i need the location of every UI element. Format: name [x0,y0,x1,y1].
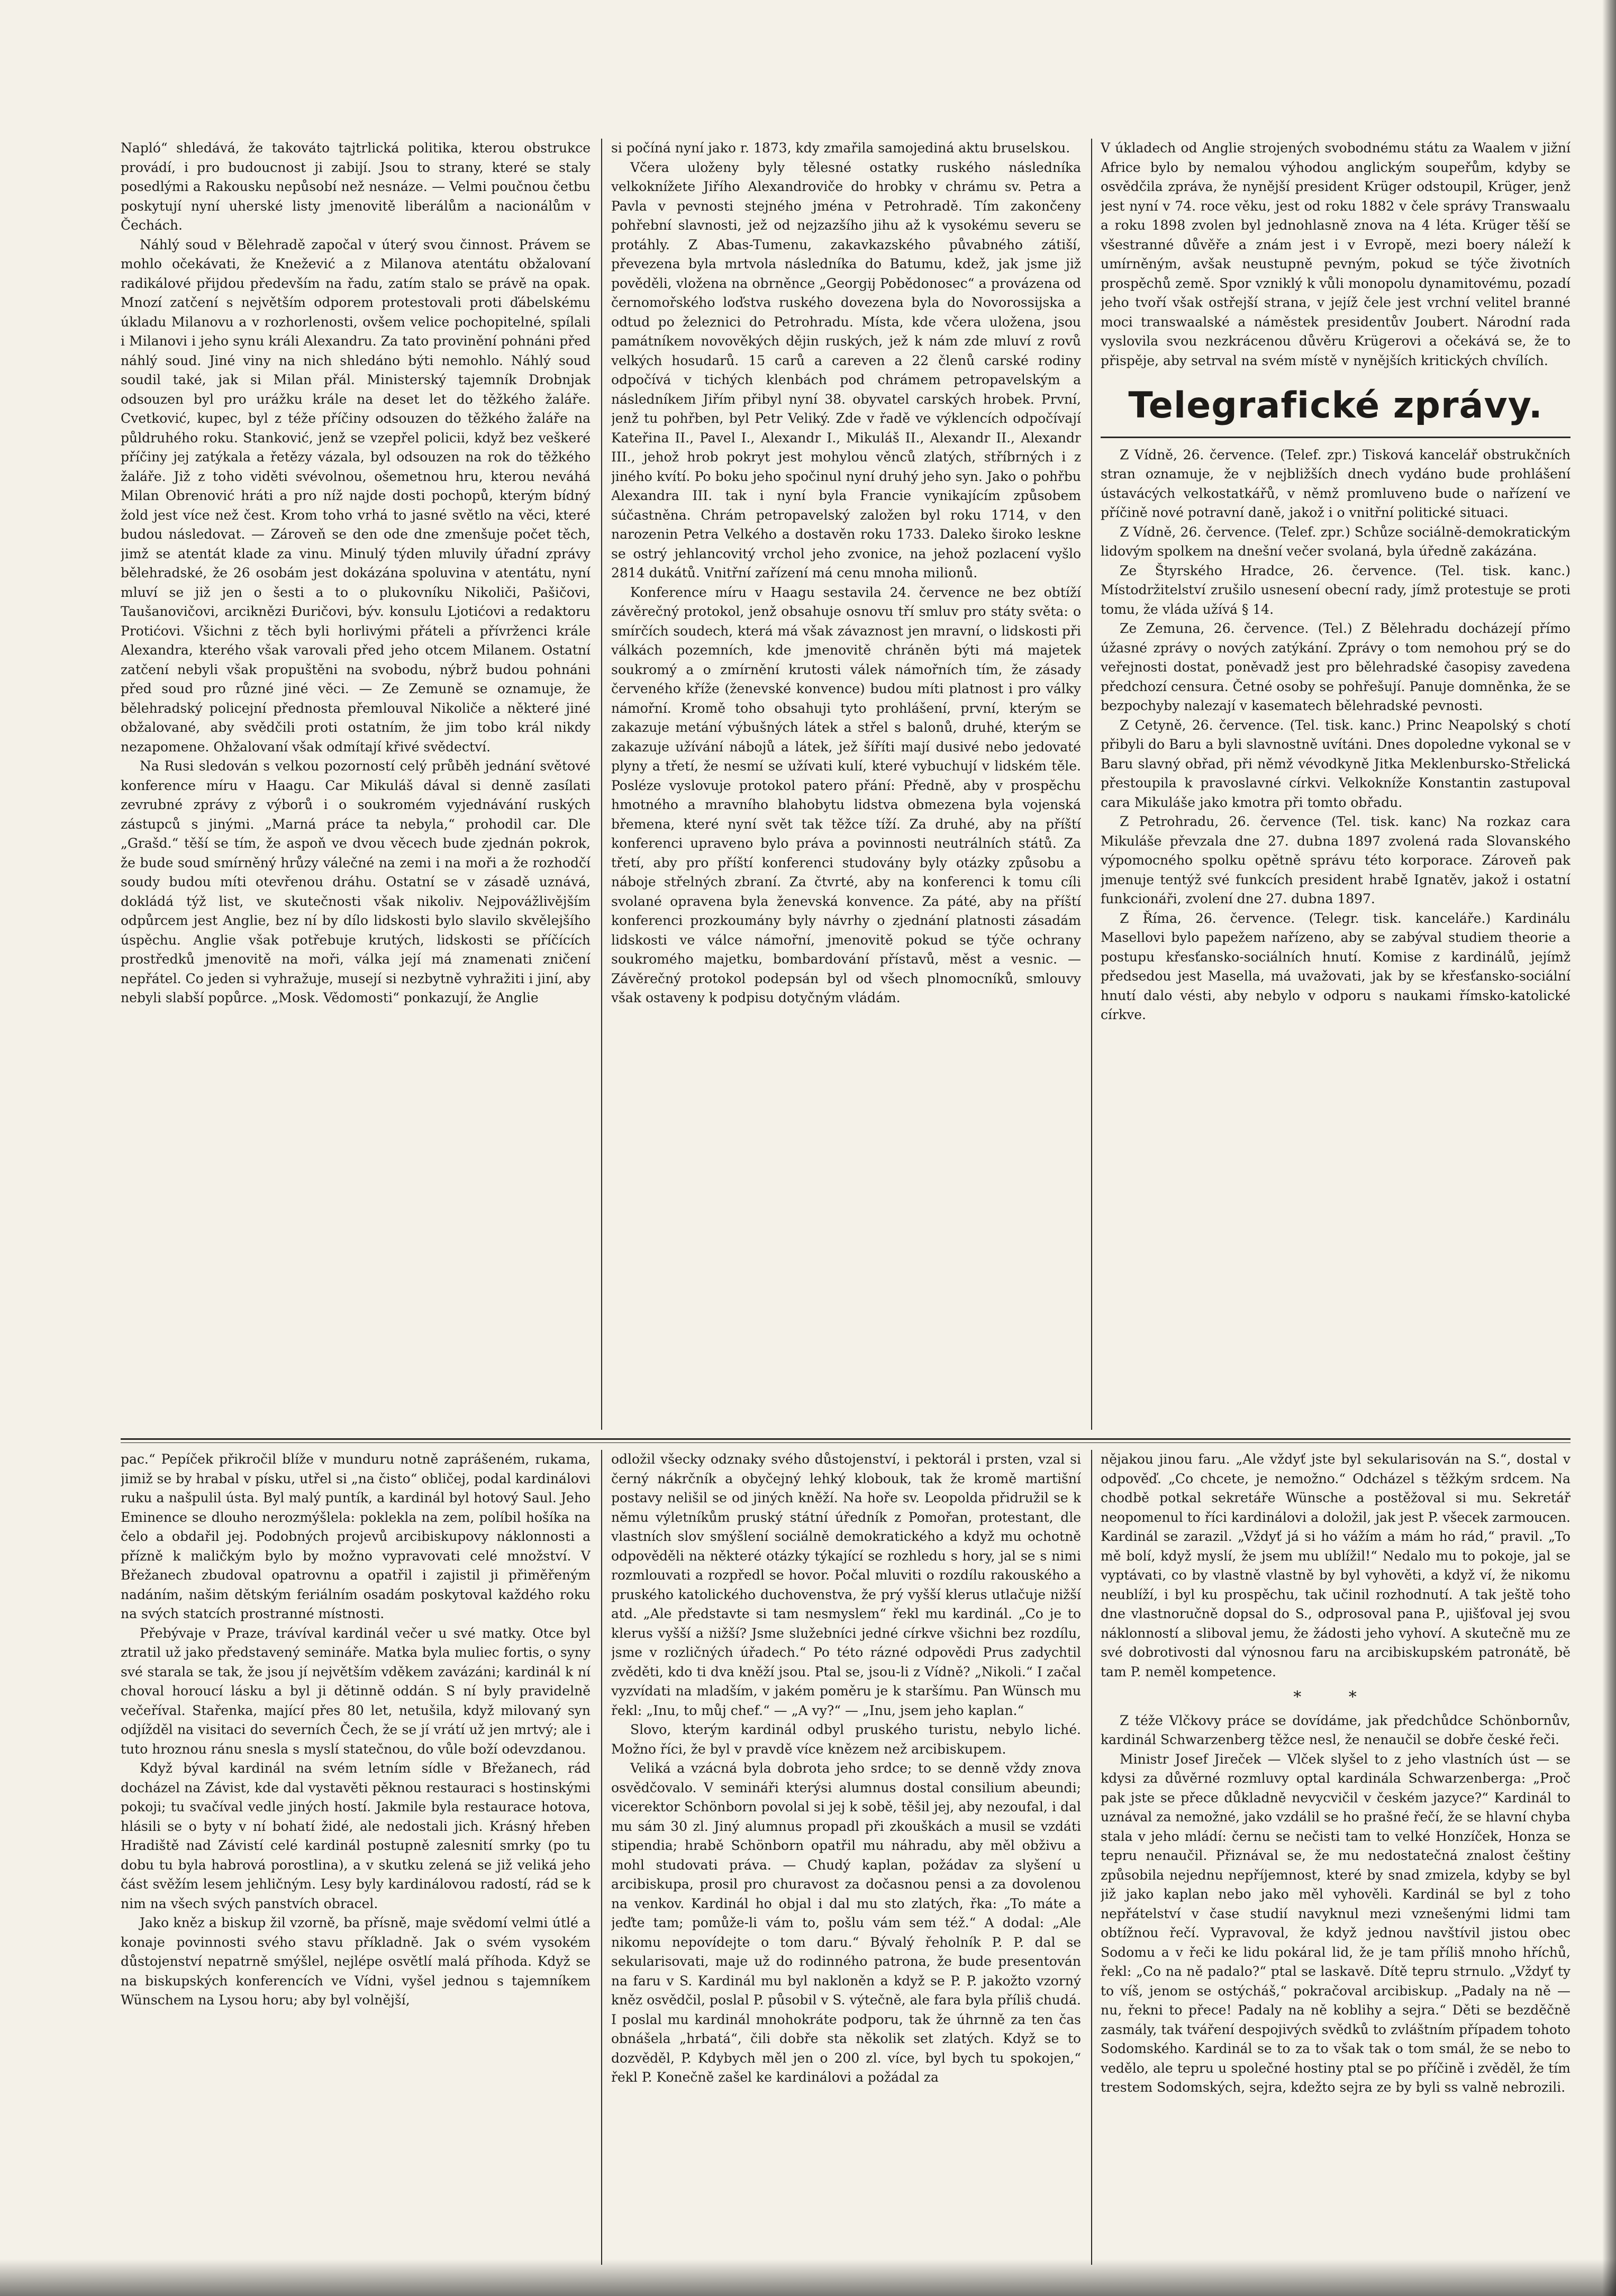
feuilleton-paragraph: nějakou jinou faru. „Ale vždyť jste byl sekularisován na S.“, dostal v odpověď. „Co chcete, je nemožno.“ Odcházel s těžkým srdcem. Na chodbě potkal sekretáře Wünsche a postěžoval si mu. Sekretář neopomenul to říci kardinálovi a doložil, jak jest P. všecek zarmoucen. Kardinál se zarazil. „Vždyť já si ho vážím a mám ho rád,“ pravil. „To mě bolí, když myslí, že jsem mu ublížil!“ Nedalo mu to pokoje, jal se vyptávati, co by vlastně vlastně by byl vyhověti, a když ví, že nikomu neublíží, i byl ku prospěchu, tak učinil rozhodnutí. A tak ještě toho dne vlastnoručně dopsal do S., odprosoval pana P., ujišťoval jej svou náklonností a sliboval jemu, že žádosti jeho vyhoví. A skutečně mu ze své dobrotivosti dal výnosnou faru na arcibiskupském patronátě, bě tam P. neměl kompetence. [1101,1451,1570,1680]
article-russia-peace-conference: Na Rusi sledován s velkou pozorností celý průběh jednání světové konference míru v Haagu. Car Mikuláš dával si denně zasílati zevrubné zprávy z výborů i o soukromém vyjednávání ruských zástupců s jinými. „Marná práce ta nebyla,“ prohodil car. Dle „Grašd.“ těší se tím, že aspoň ve dvou věcech bude zjednán pokrok, že bude soud smírněný hrůzy válečné na zemi i na moři a že rozhodčí soudy budou míti otevřenou dráhu. Ostatní se v zásadě uznává, dokládá týž list, ve skutečnosti však nikoliv. Nejpovážlivějším odpůrcem jest Anglie, bez ní by dílo lidskosti bylo slavilo skvělejšího úspěchu. Anglie však potřebuje krutých, lidskosti se příčících prostředků jmenovitě na moři, válka její má znamenati zničení nepřátel. Co jeden si vyhražuje, musejí si nezbytně vyhražiti i jiní, aby nebyli slabší popůrce. „Mosk. Vědomosti“ ponkazují, že Anglie [121,758,591,1005]
upper-column-3 [1101,139,1570,1430]
feuilleton-paragraph: Z téže Vlčkovy práce se dovídáme, jak předchůdce Schönbornův, kardinál Schwarzenberg těžce nesl, že nenaučil se dobře české řeči. [1101,1712,1570,1748]
telegram-item: Z Vídně, 26. července. (Telef. zpr.) Tisková kancelář obstrukčních stran oznamuje, že v nejbližších dnech vydáno bude prohlášení ústavácých velkostatkářů, v němž promluveno bude o nařízení ve příčině nové potravní daně, jakož i o vnitřní politické situaci. [1101,447,1570,521]
article-belgrade-trial: Náhlý soud v Bělehradě započal v úterý svou činnost. Právem se mohlo očekávati, že Knežević a z Milanova atentátu obžalovaní radikálové přijdou především na řadu, zatím stalo se právě na opak. Mnozí zatčení s největším odporem protestovali proti ďábelskému úkladu Milanovu a v rozhorlenosti, ovšem velice pochopitelné, spílali i Milanovi i jeho synu králi Alexandru. Za tato provinění pohnáni před náhlý soud. Jiné viny na nich shledáno býti nemohlo. Náhlý soud soudil také, jak si Milan přál. Ministerský tajemník Drobnjak odsouzen byl pro urážku krále na deset let do těžkého žaláře. Cvetković, kupec, byl z téže příčiny odsouzen do těžkého žaláře na půldruhého roku. Stanković, jenž se vzepřel policii, když bez veškeré příčiny jej zatýkala a řetězy vázala, byl odsouzen na rok do těžkého žaláře. Již z toho viděti svévolnou, ošemetnou hru, kterou neváhá Milan Obrenović hráti a pro níž najde dosti pochopů, kterým bídný žold jest více než čest. Krom toho vrhá to jasné světlo na věci, které budou následovat. — Zároveň se den ode dne zmenšuje počet těch, jimž se atentát klade za vinu. Minulý týden mluvily úřadní zprávy bělehradské, že 26 osobám jest dokázána spoluvina v atentátu, nyní mluví se již jen o šesti a to o plukovníku Nikoliči, Pašičovi, Taušanovičovi, arciknězi Đuričovi, býv. konsulu Ljotićovi a redaktoru Protićovi. Všichni z těch byli horlivými přáteli a přívrženci krále Alexandra, kterého však varovali před jeho otcem Milanem. Ostatní zatčení nebyli však propuštěni na svobodu, nýbrž budou pohnáni před soud pro různé jiné věci. — Ze Zemuně se oznamuje, že bělehradský policejní přednosta přemlouval Nikoliče a některé jiné obžalované, aby svědčili proti ostatním, že jim tobo král nikdy nezapomene. Ohžalovaní však odmítají křivé svědectví. [121,237,591,755]
telegram-item: Z Říma, 26. července. (Telegr. tisk. kanceláře.) Kardinálu Masellovi bylo papežem nařízeno, aby se zabýval studiem theorie a postupu křesťansko-sociálních hnutí. Komise z kardinálů, jejímž předsedou jest Masella, má uvažovati, jak by se křesťansko-sociální hnutí dalo vésti, aby nebylo v odporu s naukami římsko-katolické církve. [1101,910,1570,1023]
feuilleton-paragraph: Veliká a vzácná byla dobrota jeho srdce; to se denně vždy znova osvědčovalo. V semináři kterýsi alumnus dostal consilium abeundi; vicerektor Schönborn povolal si jej k sobě, těšil jej, aby nezoufal, i dal mu sám 30 zl. Jiný alumnus propadl při zkouškách a musil se vzdáti stipendia; hrabě Schönborn opatřil mu náhradu, aby měl obživu a mohl studovati práva. — Chudý kaplan, požádav za slyšení u arcibiskupa, prosil pro churavost za dočasnou pensi a za dovolenou na venkov. Kardinál ho objal i dal mu sto zlatých, řka: „To máte a jeďte tam; pomůže-li vám to, pošlu vám sem též.“ A dodal: „Ale nikomu nepovídejte o tom daru.“ Bývalý řeholník P. P. dal se sekularisovati, maje už do rodinného patrona, že bude presentován na faru v S. Kardinál mu byl nakloněn a když se P. P. jakožto vzorný kněz osvědčil, poslal P. působil v S. výtečně, ale fara byla příliš chudá. I poslal mu kardinál mnohokráte podporu, tak že úhrnně za ten čas obnášela „hrbatá“, čili dobře sta několik set zlatých. Když se to dozvěděl, P. Kdybych měl jen o 200 zl. více, byl bych tu spokojen,“ řekl P. Konečně zašel ke kardinálovi a požádal za [611,1760,1081,2085]
article-grand-duke-burial: Včera uloženy byly tělesné ostatky ruského následníka velkoknížete Jiřího Alexandroviče do hrobky v chrámu sv. Petra a Pavla v pevnosti stejného jména v Petrohradě. Tím zakončeny pohřební slavnosti, jež od nejzazšího jihu až k vysokému severu se protáhly. Z Abas-Tumenu, zakavkazského půvabného zátiší, převezena byla mrtvola následníka do Batumu, kdež, jak jsme již pověděli, vložena na obrněnce „Georgij Pobědonosec“ a provázena od černomořského loďstva ruského dovezena byla do Novorossijska a odtud po železnici do Petrohradu. Místa, kde včera uložena, jsou památníkem novověkých dějin ruských, jež k nám zde mluví z rovů velkých hosudarů. 15 carů a careven a 22 členů carské rodiny odpočívá v tichých klenbách pod chrámem petropavelským a následníkem Jiřím přibyl nyní 38. obyvatel carských hrobek. První, jenž tu pohřben, byl Petr Veliký. Zde v řadě ve výklencích odpočívají Kateřina II., Pavel I., Alexandr I., Mikuláš II., Alexandr II., Alexandr III., jehož hrob pokryt jest mohylou věnců zlatých, stříbrných i z jiného kvítí. Po boku jeho spočinul nyní druhý jeho syn. Jako o pohřbu Alexandra III. tak i nyní byla Francie vynikajícím způsobem súčastněna. Chrám petropavelský založen byl roku 1714, v den narozenin Petra Velkého a dostavěn roku 1733. Daleko široko leskne se ostrý jehlancovitý vrchol jeho zvonice, na jehož pozlacení vyšlo 2814 dukátů. Vnitřní zařízení má cenu mnoha milionů. [611,159,1081,580]
telegram-item: Z Cetyně, 26. července. (Tel. tisk. kanc.) Princ Neapolský s chotí přibyli do Baru a byli slavnostně uvítáni. Dnes dopoledne vykonal se v Baru slavný obřad, při němž vévodkyně Jitka Meklenbursko-Střelická přestoupila k pravoslavné církvi. Velkokníže Konstantin zastupoval cara Mikuláše jako kmotra při tomto obřadu. [1101,717,1570,810]
column-divider [1091,139,1092,1430]
upper-column-1 [121,139,591,1430]
telegram-item: Z Vídně, 26. července. (Telef. zpr.) Schůze sociálně-demokratickým lidovým spolkem na dnešní večer svolaná, byla úředně zakázána. [1101,524,1570,559]
lower-column-3 [1101,1450,1570,2265]
feuilleton-separator-thin [121,1442,1570,1443]
feuilleton-paragraph: Jako kněz a biskup žil vzorně, ba přísně, maje svědomí velmi útlé a konaje povinnosti svého stavu příkladně. Jak o svém vysokém důstojenství nepatrně smýšlel, nejlépe osvětlí malá příhoda. Když se na biskupských konferencích ve Vídni, vyšel jednou s tajemníkem Wünschem na Lysou horu; aby byl volnější, [121,1915,591,2008]
article-hague-protocol: Konference míru v Haagu sestavila 24. července ne bez obtíží závěrečný protokol, jenž obsahuje osnovu tří smluv pro státy světa: o smírčích soudech, která má však závaznost jen mravní, o lidskosti při válkách pozemních, kde jmenovitě chráněn býti má majetek soukromý a o zmírnění krutosti válek námořních tím, že zásady červeného kříže (ženevské konvence) budou míti platnost i pro války námořní. Kromě toho obsahuji tyto prohlášení, první, kterým se zakazuje metání výbušných látek a střel s balonů, druhé, kterým se zakazuje užívání nábojů a látek, jež šíříti mají dusivé nebo jedovaté plyny a třetí, že nesmí se užívati kulí, které vybuchují v lidském těle. Posléze vyslovuje protokol patero přání: Předně, aby v prospěchu hmotného a mravního blahobytu lidstva obmezena byla vojenská břemena, které nyní svět tak těžce tíží. Za druhé, aby na příští konferenci upraveno bylo práva a povinnosti neutrálních států. Za třetí, aby pro příští konferenci studovány byly otázky způsobu a náboje střelných zbraní. Za čtvrté, aby na konferenci k tomu cíli svolané opravena byla ženevská konvence. Za páté, aby na příští konferenci prozkoumány byly návrhy o zjednání platnosti zásadám lidskosti ve válce námořní, jmenovitě pokud se týče ochrany soukromého majetku, bombardování přístavů, měst a vesnic. — Závěrečný protokol podepsán byl od všech plnomocníků, smlouvy však ostaveny k podpisu dotyčným vládám. [611,584,1081,1005]
column-divider [601,1450,602,2265]
article-paragraph: Napló“ shledává, že takováto tajtrlická politika, kterou obstrukce provádí, i pro budoucnost ji zabijí. Jsou to strany, které se staly posedlými a Rakousku nepůsobí než nesnáze. — Velmi poučnou četbu poskytují nyní uherské listy jmenovitě liberálům a nacionálům v Čechách. [121,140,591,233]
page-bottom-shadow [0,2259,1616,2296]
article-paragraph: si počíná nyní jako r. 1873, kdy zmařila samojediná aktu bruselskou. [611,140,1070,156]
feuilleton-separator [121,1438,1570,1440]
feuilleton-paragraph: Když býval kardinál na svém letním sídle v Břežanech, rád docházel na Závist, kde dal vystavěti pěknou restauraci s hostinskými pokoji; tu svačíval vedle jiných hostí. Jakmile byla restaurace hotova, hlásili se o byty v ní bohatí židé, ale nedostali jich. Krásný hřeben Hradiště nad Závistí celé kardinál postupně zalesnití smrky (po tu dobu tu byla habrová porostlina), a v skutku zelená se již veliká jeho část svěžím lesem jehličným. Lesy byly kardinálovou radostí, rád se k nim na všech svých panstvích obracel. [121,1760,591,1911]
feuilleton-paragraph: pac.“ Pepíček přikročil blíže v munduru notně zaprášeném, rukama, jimiž se by hrabal v písku, utřel si „na čisto“ obličej, podal kardinálovi ruku a našpulil ústa. Byl malý puntík, a kardinál byl hotový Saul. Jeho Eminence se dlouho nerozmýšlela: poklekla na zem, políbil hošíka na čelo a obdařil jej. Podobných projevů arcibiskupovy náklonnosti a přízně k maličkým bylo by možno vypravovati celé množství. V Břežanech zbudoval opatrovnu a opatřil i zajistil ji přiměřeným nadáním, našim dětským feriálním osadám poskytoval každého roku na svých statcích prostranné místnosti. [121,1451,591,1621]
feuilleton-paragraph: odložil všecky odznaky svého důstojenství, i pektorál i prsten, vzal si černý nákrčník a obyčejný lehký klobouk, tak že kromě martišní postavy nelišil se od jiných kněží. Na hoře sv. Leopolda přidružil se k němu výletníkům pruský státní úředník z Pomořan, protestant, dle vlastních slov smýšlení sociálně demokratického a když mu ochotně odpověděli na některé otázky týkající se rozhledu s hory, jal se s nimi rozmlouvati a rozpředl se hovor. Počal mluviti o rozdílu rakouského a pruského katolického duchovenstva, že prý vyšší klerus utlačuje nižší atd. „Ale představte si tam nesmyslem“ řekl mu kardinál. „Co je to klerus vyšší a nižší? Jsme služebníci jedné církve všichni bez rozdílu, jsme v rozličných úřadech.“ Po této rázné odpovědi Prus zadychtil zvěděti, kdo ti dva kněží jsou. Ptal se, jsou-li z Vídně? „Nikoli.“ I začal vyzvídati na mladším, v jakém poměru je k staršímu. Pan Wünsch mu řekl: „Inu, to můj chef.“ — „A vy?“ — „Inu, jsem jeho kaplan.“ [611,1451,1081,1718]
feuilleton-paragraph: Přebývaje v Praze, trávíval kardinál večer u své matky. Otce byl ztratil už jako představený semináře. Matka byla muliec fortis, o syny své starala se tak, že jsou jí největším vděkem zavázáni; kardinál k ní choval horoucí lásku a byl ji dětinně oddán. S ní byly pravidelně večeříval. Stařenka, mající přes 80 let, netušila, když milovaný syn odjížděl na visitaci do severních Čech, že se jí vrátí už jen mrtvý; ale i tuto hroznou ránu snesla s myslí statečnou, do vůle boží odevzdanou. [121,1625,591,1757]
upper-column-2 [611,139,1081,1430]
feuilleton-paragraph: Slovo, kterým kardinál odbyl pruského turistu, nebylo liché. Možno říci, že byl v pravdě více knězem než arcibiskupem. [611,1722,1081,1757]
telegram-item: Ze Štyrského Hradce, 26. července. (Tel. tisk. kanc.) Místodržitelství zrušilo usnesení obecní rady, jímž protestuje se proti tomu, že vláda užívá § 14. [1101,562,1570,617]
article-transvaal: V úkladech od Anglie strojených svobodnému státu za Waalem v jižní Africe bylo by nemalou výhodou anglickým soupeřům, kdyby se osvědčila zpráva, že nynější president Krüger odstoupil, Krüger, jenž jest nyní v 74. roce věku, jest od roku 1882 v čele správy Transwaalu a roku 1898 zvolen byl jednohlasně znova na 4 léta. Krüger těší se všestranné důvěře a znám jest i v Evropě, mezi boery náleží k umírněným, avšak neustupně pevným, pokud se týče životních prospěchů země. Spor vzniklý k vůli monopolu dynamitovému, pozadí jeho tvoří však ostřejší strana, v jejíž čele jest vrchní velitel branné moci transwaalské a náměstek presidentův Joubert. Národní rada vyslovila svou nezkrácenou důvěru Krügerovi a očekává se, že to přispěje, aby setrval na svém místě v nynějších kritických chvílích. [1101,140,1570,368]
lower-column-2 [611,1450,1081,2265]
lower-column-1 [121,1450,591,2265]
telegram-item: Ze Zemuna, 26. července. (Tel.) Z Bělehradu docházejí přímo úžasné zprávy o nových zatýkání. Zprávy o tom nemohou prý se do veřejnosti dostat, poněvadž jest pro bělehradské časopisy zavedena předchozí censura. Četné osoby se pohřešují. Panuje domněnka, že se bezpochyby nalezají v kasematech bělehradské pevnosti. [1101,621,1570,714]
column-divider [601,139,602,1430]
page-edge-shadow [1602,0,1616,2296]
telegrams-heading-rule [1101,437,1570,438]
feuilleton-paragraph: Ministr Josef Jireček — Vlček slyšel to z jeho vlastních úst — se kdysi za důvěrné rozmluvy optal kardinála Schwarzenberga: „Proč pak jste se přece důkladně nevycvičil v českém jazyce?“ Kardinál to uznával za nemožné, jako vzdálil se ho prašné řečí, že se hlavní chyba stala v jeho mládí: černu se nečisti tam to velké Honzíček, Honza se tepru nenaučil. Přiznával se, že mu nedostatečná znalost češtiny způsobila nejednu nepříjemnost, které by snad zmizela, kdyby se byl již jako kaplan nebo jako měl vyhověli. Kardinál se byl z toho nepřátelství v čase studií navyknul mezi vznešenými lidmi tam obtížnou řečí. Vypravoval, že když jednou navštívil jistou obec Sodomu a v řeči ke lidu pokáral lid, že je tam příliš mnoho hříchů, řekl: „Co na ně padalo?“ ptal se laskavě. Dítě tepru strnulo. „Vždyť ty to víš, jenom se ostýcháš,“ pokračoval arcibiskup. „Padaly na ně — nu, řekni to přece! Padaly na ně koblihy a sejra.“ Děti se bezděčně zasmály, tak tváření despojivých svědků to zvláštním případem tohoto Sodomského. Kardinál se to za to však tak o tom smál, že se nebo to vedělo, ale tepru u společné hostiny ptal se po příčině i zvěděl, že tím trestem Sodomských, sejra, kdežto sejra ze by byli ss valně nebrozili. [1101,1751,1570,2095]
telegram-item: Z Petrohradu, 26. července (Tel. tisk. kanc) Na rozkaz cara Mikuláše převzala dne 27. dubna 1897 zvolená rada Slovanského výpomocného spolku opětně správu této korporace. Zároveň pak jmenuje tentýž své funkcích president hrabě Ignatěv, jakož i ostatní funkcionáři, zvolení dne 27. dubna 1897. [1101,814,1570,907]
column-divider [1091,1450,1092,2265]
section-ornament: * * [1293,1688,1378,1707]
telegrams-heading: Telegrafické zprávy. [1128,385,1543,426]
